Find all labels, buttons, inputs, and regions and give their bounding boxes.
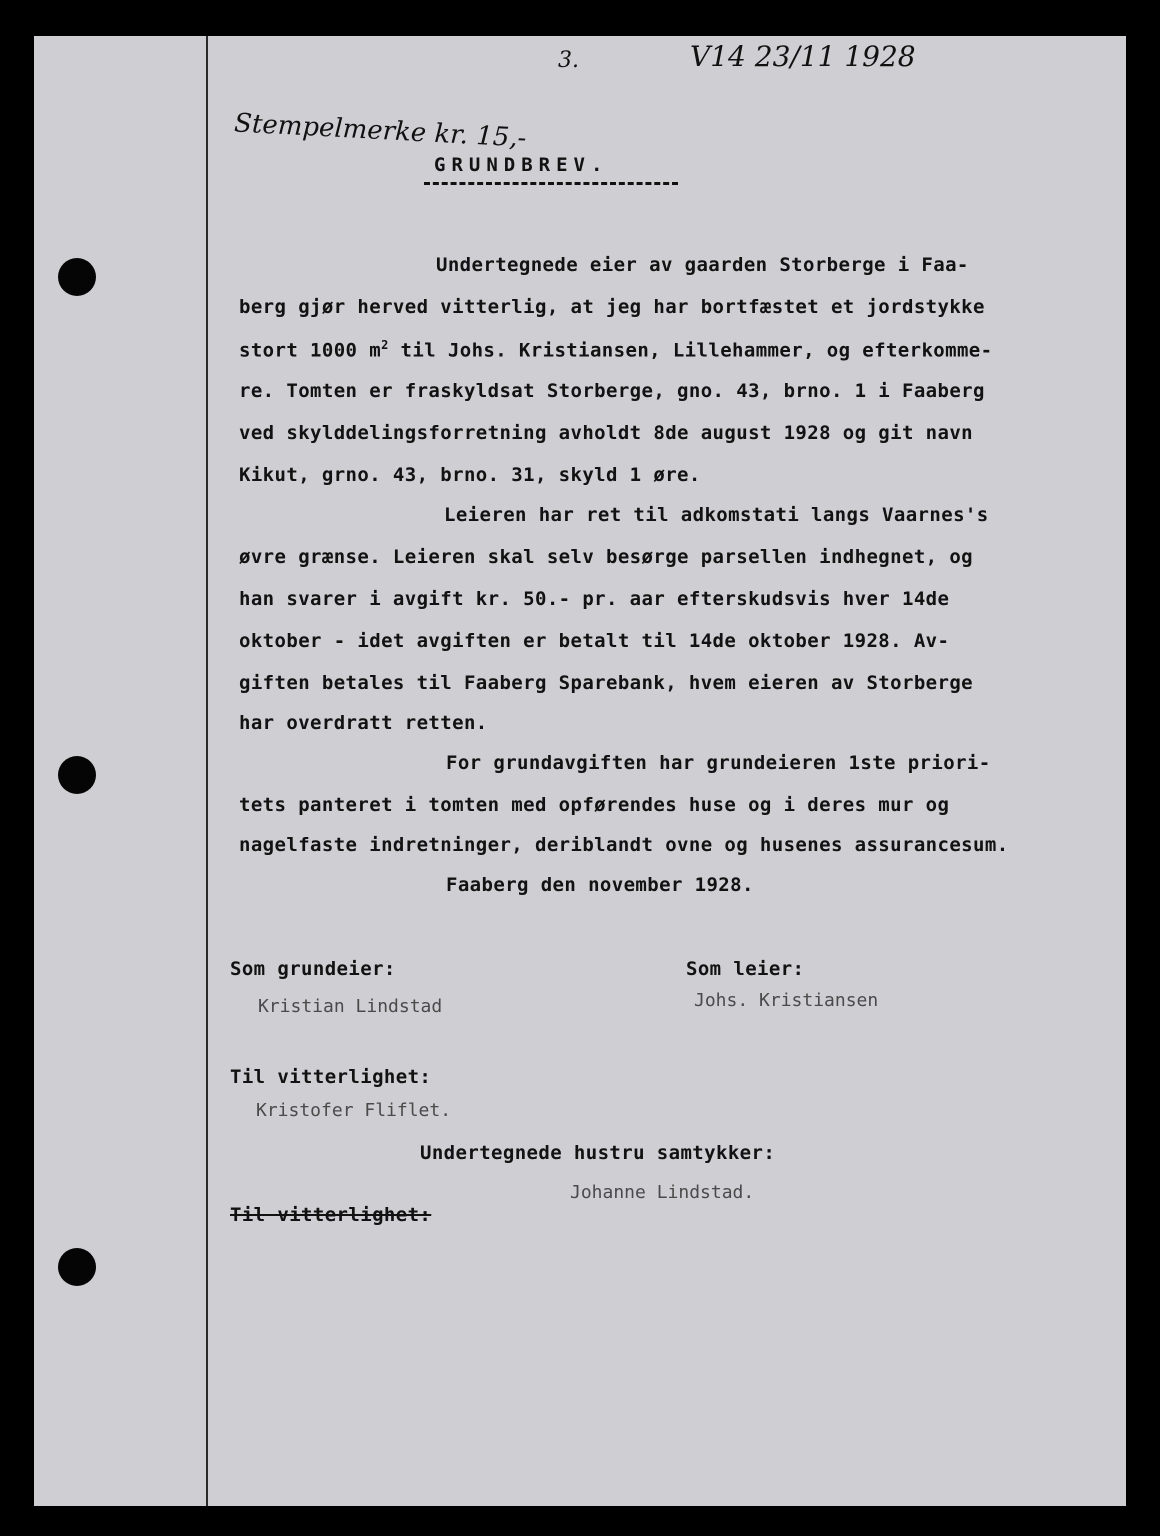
owner-name: Kristian Lindstad: [258, 996, 443, 1017]
body-line: Kikut, grno. 43, brno. 31, skyld 1 øre.: [239, 464, 701, 486]
punch-hole: [58, 756, 96, 794]
body-line: berg gjør herved vitterlig, at jeg har bortfæstet et jordstykke: [239, 296, 985, 318]
witness-name: Kristofer Fliflet.: [256, 1100, 452, 1121]
wife-consent-label: Undertegnede hustru samtykker:: [420, 1142, 776, 1164]
body-line: har overdratt retten.: [239, 712, 488, 734]
stamp-note: Stempelmerke kr. 15,-: [233, 108, 528, 154]
registry-note: V14 23/11 1928: [690, 40, 916, 73]
title-underline: [424, 182, 678, 185]
body-line: øvre grænse. Leieren skal selv besørge parsellen indhegnet, og: [239, 546, 974, 568]
lessee-label: Som leier:: [686, 958, 805, 980]
wife-name: Johanne Lindstad.: [570, 1182, 755, 1203]
body-line: For grundavgiften har grundeieren 1ste priori-: [446, 752, 991, 774]
body-line: Undertegnede eier av gaarden Storberge i Faa-: [436, 254, 969, 276]
body-line: re. Tomten er fraskyldsat Storberge, gno. 43, brno. 1 i Faaberg: [239, 380, 985, 402]
body-line: ved skylddelingsforretning avholdt 8de august 1928 og git navn: [239, 422, 974, 444]
page-number: 3.: [558, 48, 579, 73]
body-line: stort 1000 $m^2$ til Johs. Kristiansen, Lillehammer, og efterkomme-: [239, 338, 993, 362]
lessee-name: Johs. Kristiansen: [694, 990, 879, 1011]
body-line: han svarer i avgift kr. 50.- pr. aar efterskudsvis hver 14de: [239, 588, 950, 610]
body-line: nagelfaste indretninger, deriblandt ovne og husenes assurancesum.: [239, 834, 1009, 856]
body-line: Leieren har ret til adkomstati langs Vaarnes's: [444, 504, 989, 526]
body-line: tets panteret i tomten med opførendes huse og i deres mur og: [239, 794, 950, 816]
body-line: oktober - idet avgiften er betalt til 14de oktober 1928. Av-: [239, 630, 950, 652]
document-page: [34, 36, 1126, 1506]
struck-witness-label: Til vitterlighet:: [230, 1204, 432, 1226]
owner-label: Som grundeier:: [230, 958, 396, 980]
place-date: Faaberg den november 1928.: [446, 874, 754, 896]
punch-hole: [58, 258, 96, 296]
body-line: giften betales til Faaberg Sparebank, hvem eieren av Storberge: [239, 672, 974, 694]
witness-label: Til vitterlighet:: [230, 1066, 432, 1088]
margin-line: [206, 36, 208, 1506]
punch-hole: [58, 1248, 96, 1286]
document-title: GRUNDBREV.: [434, 154, 609, 176]
superscript: 2: [381, 338, 389, 352]
